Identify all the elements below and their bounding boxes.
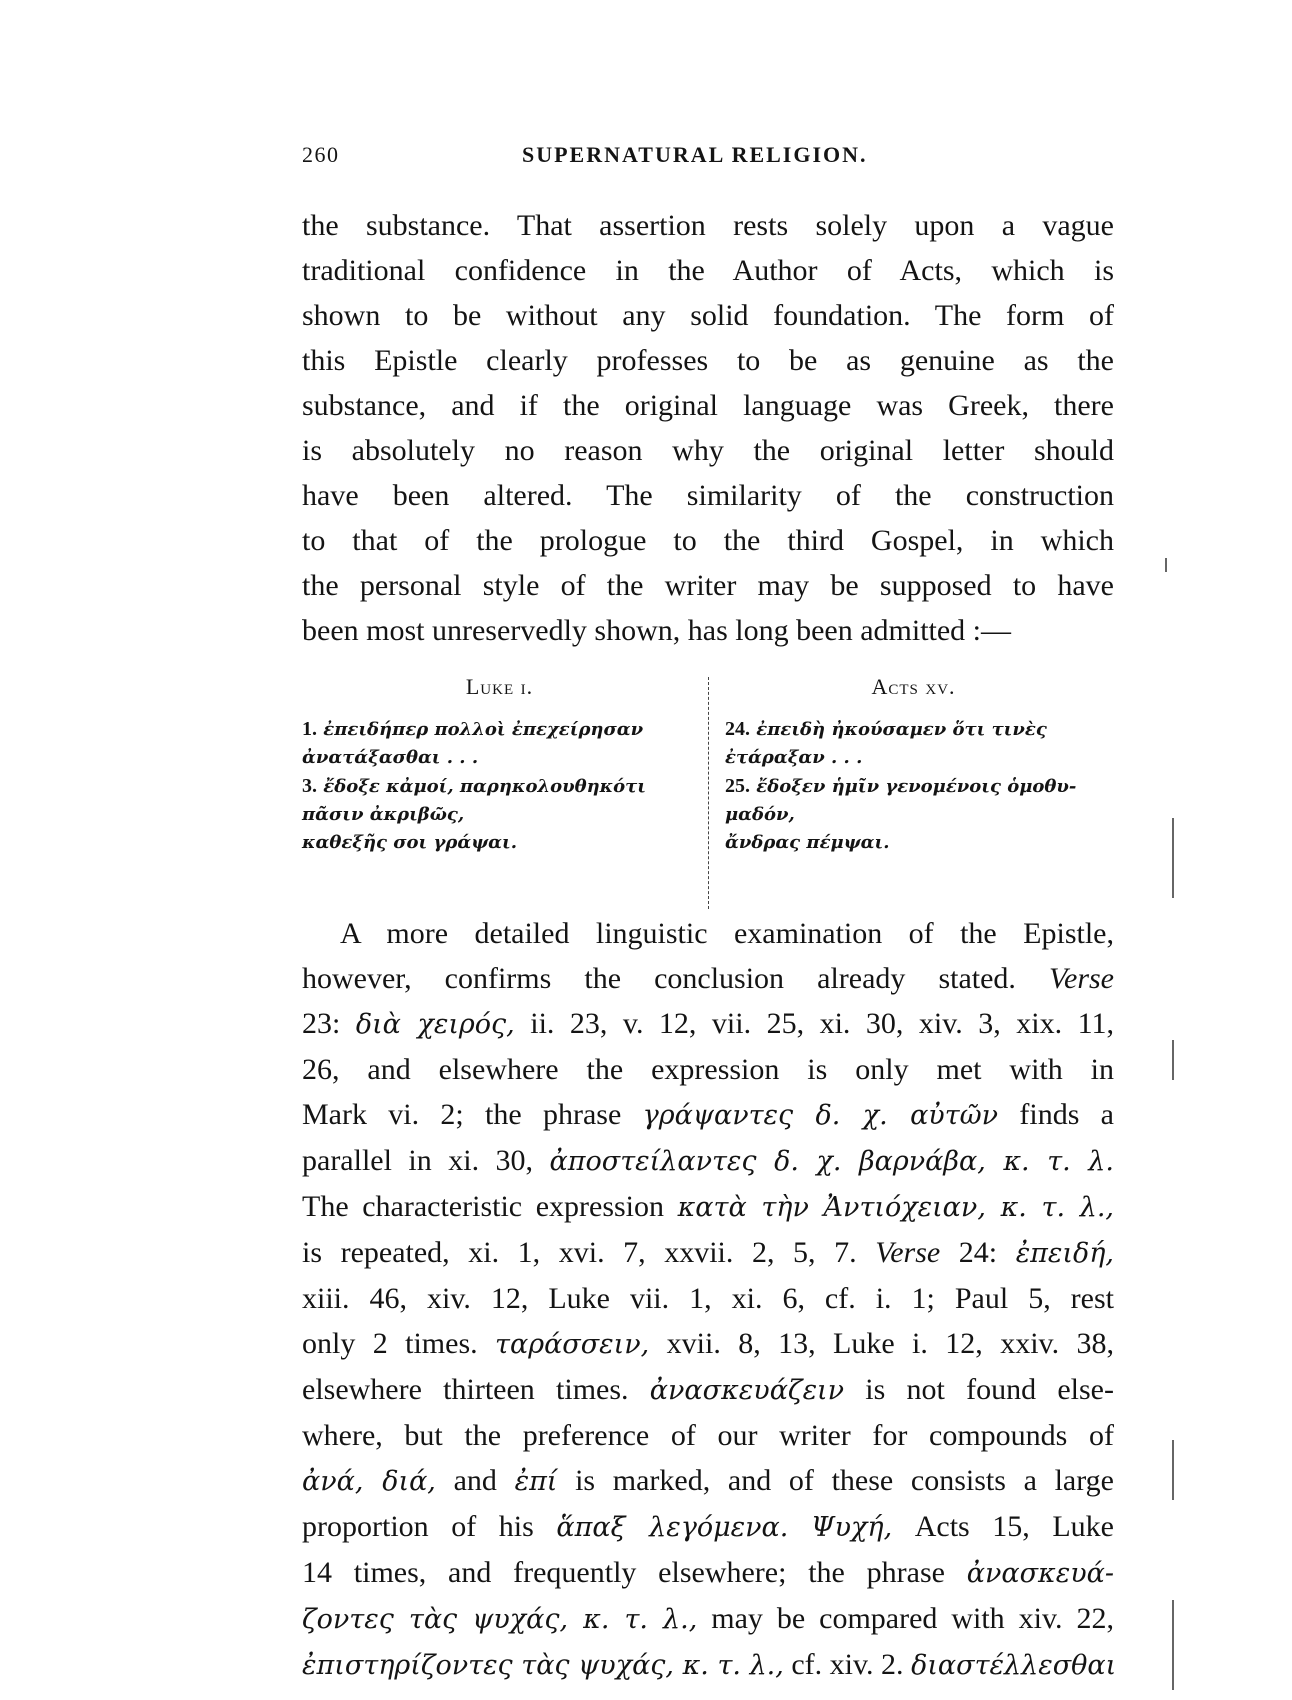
greek-phrase: ἀνασκευάζειν (649, 1375, 845, 1406)
text-run: 14 times, and frequently elsewhere; the phrase (302, 1556, 967, 1589)
greek-text: ἔδοξε κἀμοί, παρηκολουθηκότι (323, 776, 646, 797)
greek-phrase: κατὰ τὴν Ἀντιόχειαν, κ. τ. λ., (677, 1192, 1114, 1223)
paragraph-2 (302, 911, 1117, 1688)
greek-phrase: ἐπειδή, (1015, 1238, 1115, 1269)
acts-column-heading: Acts xv. (871, 674, 956, 699)
verse-number: 24. (725, 718, 750, 740)
text-line (302, 1001, 1114, 1047)
text-line (302, 1184, 1114, 1230)
text-run: elsewhere thirteen times. (302, 1373, 650, 1406)
text-run: 26, and elsewhere the expression is only met with in (302, 1053, 1114, 1086)
scan-edge-mark (1172, 1440, 1174, 1500)
italic-word: Verse (1049, 962, 1114, 995)
luke-column (302, 673, 697, 857)
greek-phrase: ἀποστείλαντες δ. χ. βαρνάβα, κ. τ. λ. (549, 1146, 1114, 1177)
text-run: only 2 times. (302, 1327, 496, 1360)
luke-line (302, 715, 697, 744)
luke-line (302, 801, 697, 829)
greek-text: ἐπειδὴ ἠκούσαμεν ὅτι τινὲς (756, 719, 1047, 740)
text-line (302, 1230, 1114, 1276)
paragraph-1 (302, 203, 1114, 653)
greek-text: ἐτάραξαν . . . (725, 747, 863, 768)
acts-line (725, 829, 1102, 857)
greek-phrase: ἅπαξ λεγόμενα. (556, 1512, 789, 1543)
scan-edge-mark (1165, 558, 1167, 572)
luke-column-heading: Luke i. (465, 674, 534, 699)
text-line: been most unreservedly shown, has long been admitted :— (302, 614, 1012, 647)
text-line (302, 1276, 1114, 1321)
running-header (302, 142, 1122, 178)
text-run: A more detailed linguistic examination of the Epistle, (340, 917, 1114, 950)
text-line: the personal style of the writer may be supposed to have (302, 569, 1114, 602)
greek-phrase: ἀνά, διά, (302, 1466, 436, 1497)
text-run: xiii. 46, xiv. 12, Luke vii. 1, xi. 6, cf. i. 1; Paul 5, rest (302, 1282, 1114, 1315)
text-run: xvii. 8, 13, Luke i. 12, xxiv. 38, (649, 1327, 1114, 1360)
scan-edge-mark (1172, 1040, 1174, 1080)
column-divider (708, 677, 709, 909)
text-run (788, 1510, 811, 1543)
text-run: ii. 23, v. 12, vii. 25, xi. 30, xiv. 3, xix. 11, (514, 1007, 1114, 1040)
text-line: traditional confidence in the Author of Acts, which is (302, 254, 1114, 287)
greek-phrase: ἀνασκευά- (966, 1558, 1114, 1589)
text-line: to that of the prologue to the third Gospel, in which (302, 524, 1114, 557)
text-line: is absolutely no reason why the original letter should (302, 434, 1114, 467)
text-run: however, confirms the conclusion already stated. (302, 962, 1050, 995)
running-title: SUPERNATURAL RELIGION. (522, 142, 868, 167)
greek-text: μαδόν, (725, 804, 795, 825)
text-run: is repeated, xi. 1, xvi. 7, xxvii. 2, 5, 7. (302, 1236, 876, 1269)
text-run: Acts 15, Luke (892, 1510, 1114, 1543)
text-run: is not found else- (844, 1373, 1114, 1406)
text-line (302, 1413, 1114, 1458)
text-line: have been altered. The similarity of the construction (302, 479, 1114, 512)
acts-line (725, 801, 1102, 829)
text-line (302, 1047, 1114, 1092)
verse-number: 25. (725, 775, 750, 797)
greek-text: ἔδοξεν ἡμῖν γενομένοις ὁμοθυ- (756, 776, 1077, 797)
text-line (302, 1092, 1114, 1138)
text-line (302, 1596, 1114, 1642)
acts-column (725, 673, 1102, 857)
text-line (302, 1504, 1114, 1550)
text-run: where, but the preference of our writer for compounds of (302, 1419, 1114, 1452)
text-run: cf. xiv. 2. (783, 1648, 912, 1681)
verse-number: 1. (302, 718, 317, 740)
text-line (302, 1367, 1114, 1413)
acts-line (725, 715, 1102, 744)
text-line: this Epistle clearly professes to be as genuine as the (302, 344, 1114, 377)
text-run: parallel in xi. 30, (302, 1144, 550, 1177)
greek-phrase: διαστέλλεσθαι (911, 1650, 1117, 1681)
page-number: 260 (302, 142, 340, 167)
text-line: the substance. That assertion rests solely upon a vague (302, 209, 1114, 242)
text-run: 24: (940, 1236, 1016, 1269)
acts-line (725, 772, 1102, 801)
scan-edge-mark (1172, 1600, 1174, 1690)
greek-text: πᾶσιν ἀκριβῶς, (302, 804, 465, 825)
greek-phrase: γράψαντες δ. χ. αὐτῶν (642, 1100, 999, 1131)
text-run: 23: (302, 1007, 356, 1040)
text-line: substance, and if the original language was Greek, there (302, 389, 1114, 422)
luke-line (302, 744, 697, 772)
greek-phrase: ταράσσειν, (495, 1329, 650, 1360)
greek-text: ἀνατάξασθαι . . . (302, 747, 479, 768)
acts-line (725, 744, 1102, 772)
greek-text: καθεξῆς σοι γράψαι. (302, 832, 517, 853)
greek-comparison-table (302, 673, 1102, 943)
greek-phrase: διὰ χειρός, (355, 1009, 515, 1040)
text-run: is marked, and of these consists a large (557, 1464, 1115, 1497)
text-line (302, 911, 1114, 956)
greek-text: ἄνδρας πέμψαι. (725, 832, 890, 853)
text-line (302, 1458, 1114, 1504)
text-run: may be compared with xiv. 22, (697, 1602, 1114, 1635)
text-run: and (435, 1464, 515, 1497)
text-line (302, 1642, 1117, 1688)
luke-line (302, 772, 697, 801)
text-line (302, 1550, 1114, 1596)
text-run: finds a (998, 1098, 1114, 1131)
scan-edge-mark (1172, 818, 1174, 898)
greek-phrase: ἐπί (514, 1466, 558, 1497)
greek-phrase: ζοντες τὰς ψυχάς, κ. τ. λ., (302, 1604, 698, 1635)
text-line (302, 956, 1114, 1001)
verse-number: 3. (302, 775, 317, 797)
greek-phrase: Ψυχή, (810, 1512, 893, 1543)
italic-word: Verse (875, 1236, 941, 1269)
luke-line (302, 829, 697, 857)
greek-phrase: ἐπιστηρίζοντες τὰς ψυχάς, κ. τ. λ., (302, 1650, 784, 1681)
greek-text: ἐπειδήπερ πολλοὶ ἐπεχείρησαν (323, 719, 644, 740)
text-line (302, 1321, 1114, 1367)
text-run: proportion of his (302, 1510, 557, 1543)
text-run: Mark vi. 2; the phrase (302, 1098, 643, 1131)
text-line (302, 1138, 1114, 1184)
text-line: shown to be without any solid foundation. The form of (302, 299, 1114, 332)
text-run: The characteristic expression (302, 1190, 678, 1223)
